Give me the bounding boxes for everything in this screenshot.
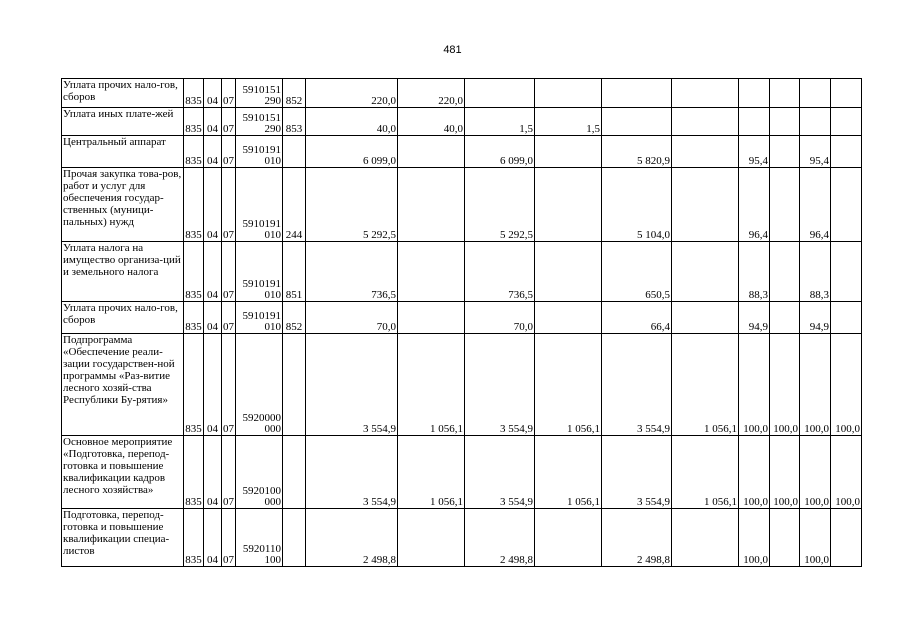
- value-cell: 1,5: [535, 108, 602, 136]
- target-article-code-cell: [236, 108, 283, 136]
- value-cell: [672, 79, 739, 108]
- value-cell: 96,4: [739, 168, 770, 242]
- target-article-code-part2: 000: [264, 496, 281, 508]
- value-cell: 3 554,9: [602, 436, 672, 509]
- table-row: [62, 509, 862, 567]
- value-cell: [535, 509, 602, 567]
- value-cell: 2 498,8: [602, 509, 672, 567]
- value-cell: 70,0: [465, 302, 535, 334]
- item-name-cell: Подготовка, перепод-готовка и повышение квалификации специа-листов: [62, 509, 184, 567]
- target-article-code-part1: 5910151: [242, 112, 281, 124]
- target-article-code-part2: 290: [264, 123, 281, 135]
- target-article-code-part1: 5910191: [242, 278, 281, 290]
- value-cell: 100,0: [770, 334, 800, 436]
- value-cell: 5 820,9: [602, 136, 672, 168]
- value-cell: [465, 79, 535, 108]
- grbs-code-cell: 835: [184, 302, 204, 334]
- value-cell: 40,0: [398, 108, 465, 136]
- table-row: [62, 108, 862, 136]
- value-cell: [672, 302, 739, 334]
- subsection-code-cell: 07: [222, 436, 236, 509]
- target-article-code-cell: [236, 436, 283, 509]
- value-cell: 2 498,8: [465, 509, 535, 567]
- value-cell: 5 292,5: [465, 168, 535, 242]
- target-article-code-cell: [236, 79, 283, 108]
- table-row: [62, 436, 862, 509]
- subsection-code-cell: 07: [222, 302, 236, 334]
- target-article-code-part1: 5920000: [242, 412, 281, 424]
- section-code-cell: 04: [204, 509, 222, 567]
- value-cell: 5 292,5: [306, 168, 398, 242]
- grbs-code-cell: 835: [184, 79, 204, 108]
- value-cell: 100,0: [831, 334, 862, 436]
- value-cell: [672, 168, 739, 242]
- table-row: [62, 302, 862, 334]
- value-cell: [770, 136, 800, 168]
- value-cell: [535, 79, 602, 108]
- value-cell: [770, 79, 800, 108]
- value-cell: [672, 136, 739, 168]
- value-cell: [398, 242, 465, 302]
- target-article-code-cell: [236, 302, 283, 334]
- table-row: [62, 79, 862, 108]
- value-cell: 220,0: [398, 79, 465, 108]
- target-article-code-part1: 5910151: [242, 84, 281, 96]
- item-name-cell: Уплата прочих нало-гов, сборов: [62, 79, 184, 108]
- section-code-cell: 04: [204, 79, 222, 108]
- expense-type-code-cell: 852: [283, 302, 306, 334]
- item-name-cell: Уплата налога на имущество организа-ций и земельного налога: [62, 242, 184, 302]
- value-cell: 100,0: [831, 436, 862, 509]
- section-code-cell: 04: [204, 136, 222, 168]
- value-cell: 1 056,1: [672, 436, 739, 509]
- value-cell: 2 498,8: [306, 509, 398, 567]
- value-cell: 1 056,1: [672, 334, 739, 436]
- value-cell: 100,0: [800, 436, 831, 509]
- value-cell: [770, 168, 800, 242]
- expense-type-code-cell: [283, 509, 306, 567]
- value-cell: 100,0: [739, 334, 770, 436]
- value-cell: 736,5: [465, 242, 535, 302]
- value-cell: [831, 108, 862, 136]
- value-cell: [672, 509, 739, 567]
- target-article-code-part1: 5910191: [242, 310, 281, 322]
- value-cell: [672, 242, 739, 302]
- section-code-cell: 04: [204, 436, 222, 509]
- target-article-code-cell: [236, 136, 283, 168]
- subsection-code-cell: 07: [222, 509, 236, 567]
- value-cell: 95,4: [800, 136, 831, 168]
- section-code-cell: 04: [204, 242, 222, 302]
- value-cell: [535, 242, 602, 302]
- subsection-code-cell: 07: [222, 168, 236, 242]
- expense-type-code-cell: 852: [283, 79, 306, 108]
- table-row: [62, 168, 862, 242]
- value-cell: 94,9: [800, 302, 831, 334]
- value-cell: 220,0: [306, 79, 398, 108]
- value-cell: [770, 302, 800, 334]
- expense-type-code-cell: 851: [283, 242, 306, 302]
- value-cell: 100,0: [739, 436, 770, 509]
- subsection-code-cell: 07: [222, 79, 236, 108]
- value-cell: 70,0: [306, 302, 398, 334]
- grbs-code-cell: 835: [184, 168, 204, 242]
- value-cell: 1 056,1: [398, 334, 465, 436]
- subsection-code-cell: 07: [222, 136, 236, 168]
- grbs-code-cell: 835: [184, 242, 204, 302]
- target-article-code-part2: 010: [264, 229, 281, 241]
- value-cell: 3 554,9: [465, 334, 535, 436]
- target-article-code-part1: 5910191: [242, 218, 281, 230]
- item-name-cell: Прочая закупка това-ров, работ и услуг для обеспечения государ-ственных (муници-пальных) нужд: [62, 168, 184, 242]
- value-cell: [831, 79, 862, 108]
- budget-table: [61, 78, 862, 567]
- value-cell: 100,0: [800, 334, 831, 436]
- value-cell: 1 056,1: [398, 436, 465, 509]
- item-name-cell: Подпрограмма «Обеспечение реали-зации государствен-ной программы «Раз-витие лесного хозяй-ства Республики Бу-рятия»: [62, 334, 184, 436]
- item-name-cell: Основное мероприятие «Подготовка, перепод-готовка и повышение квалификации кадров лесного хозяйства»: [62, 436, 184, 509]
- target-article-code-cell: [236, 168, 283, 242]
- value-cell: 736,5: [306, 242, 398, 302]
- target-article-code-part2: 000: [264, 423, 281, 435]
- value-cell: [535, 168, 602, 242]
- section-code-cell: 04: [204, 334, 222, 436]
- value-cell: 6 099,0: [465, 136, 535, 168]
- value-cell: 650,5: [602, 242, 672, 302]
- value-cell: [800, 79, 831, 108]
- grbs-code-cell: 835: [184, 334, 204, 436]
- value-cell: [800, 108, 831, 136]
- expense-type-code-cell: [283, 436, 306, 509]
- value-cell: 3 554,9: [602, 334, 672, 436]
- value-cell: 66,4: [602, 302, 672, 334]
- subsection-code-cell: 07: [222, 334, 236, 436]
- grbs-code-cell: 835: [184, 136, 204, 168]
- value-cell: [739, 108, 770, 136]
- value-cell: [535, 302, 602, 334]
- table-row: [62, 242, 862, 302]
- target-article-code-part2: 010: [264, 289, 281, 301]
- value-cell: [770, 242, 800, 302]
- value-cell: 3 554,9: [306, 436, 398, 509]
- value-cell: 100,0: [800, 509, 831, 567]
- value-cell: 96,4: [800, 168, 831, 242]
- value-cell: [831, 242, 862, 302]
- target-article-code-part1: 5920100: [242, 485, 281, 497]
- value-cell: [770, 509, 800, 567]
- page-number: 481: [443, 44, 462, 56]
- value-cell: [398, 509, 465, 567]
- grbs-code-cell: 835: [184, 509, 204, 567]
- target-article-code-part1: 5910191: [242, 144, 281, 156]
- section-code-cell: 04: [204, 168, 222, 242]
- target-article-code-part2: 290: [264, 95, 281, 107]
- target-article-code-cell: [236, 334, 283, 436]
- subsection-code-cell: 07: [222, 108, 236, 136]
- value-cell: [770, 108, 800, 136]
- value-cell: 40,0: [306, 108, 398, 136]
- value-cell: [398, 168, 465, 242]
- item-name-cell: Уплата иных плате-жей: [62, 108, 184, 136]
- value-cell: 88,3: [739, 242, 770, 302]
- value-cell: [739, 79, 770, 108]
- value-cell: [831, 136, 862, 168]
- value-cell: 1 056,1: [535, 436, 602, 509]
- value-cell: [398, 302, 465, 334]
- value-cell: 94,9: [739, 302, 770, 334]
- expense-type-code-cell: [283, 136, 306, 168]
- value-cell: 100,0: [739, 509, 770, 567]
- grbs-code-cell: 835: [184, 108, 204, 136]
- value-cell: [602, 108, 672, 136]
- value-cell: 5 104,0: [602, 168, 672, 242]
- value-cell: 3 554,9: [306, 334, 398, 436]
- value-cell: 6 099,0: [306, 136, 398, 168]
- section-code-cell: 04: [204, 302, 222, 334]
- grbs-code-cell: 835: [184, 436, 204, 509]
- value-cell: 1 056,1: [535, 334, 602, 436]
- item-name-cell: Центральный аппарат: [62, 136, 184, 168]
- target-article-code-part2: 010: [264, 155, 281, 167]
- target-article-code-part2: 100: [264, 554, 281, 566]
- expense-type-code-cell: [283, 334, 306, 436]
- value-cell: 100,0: [770, 436, 800, 509]
- value-cell: 95,4: [739, 136, 770, 168]
- target-article-code-part1: 5920110: [242, 543, 281, 555]
- value-cell: [831, 509, 862, 567]
- value-cell: 3 554,9: [465, 436, 535, 509]
- target-article-code-cell: [236, 242, 283, 302]
- value-cell: [398, 136, 465, 168]
- value-cell: [831, 168, 862, 242]
- expense-type-code-cell: 853: [283, 108, 306, 136]
- value-cell: 1,5: [465, 108, 535, 136]
- table-row: [62, 334, 862, 436]
- target-article-code-part2: 010: [264, 321, 281, 333]
- target-article-code-cell: [236, 509, 283, 567]
- value-cell: [672, 108, 739, 136]
- value-cell: [831, 302, 862, 334]
- value-cell: [602, 79, 672, 108]
- section-code-cell: 04: [204, 108, 222, 136]
- value-cell: [535, 136, 602, 168]
- subsection-code-cell: 07: [222, 242, 236, 302]
- item-name-cell: Уплата прочих нало-гов, сборов: [62, 302, 184, 334]
- expense-type-code-cell: 244: [283, 168, 306, 242]
- table-row: [62, 136, 862, 168]
- value-cell: 88,3: [800, 242, 831, 302]
